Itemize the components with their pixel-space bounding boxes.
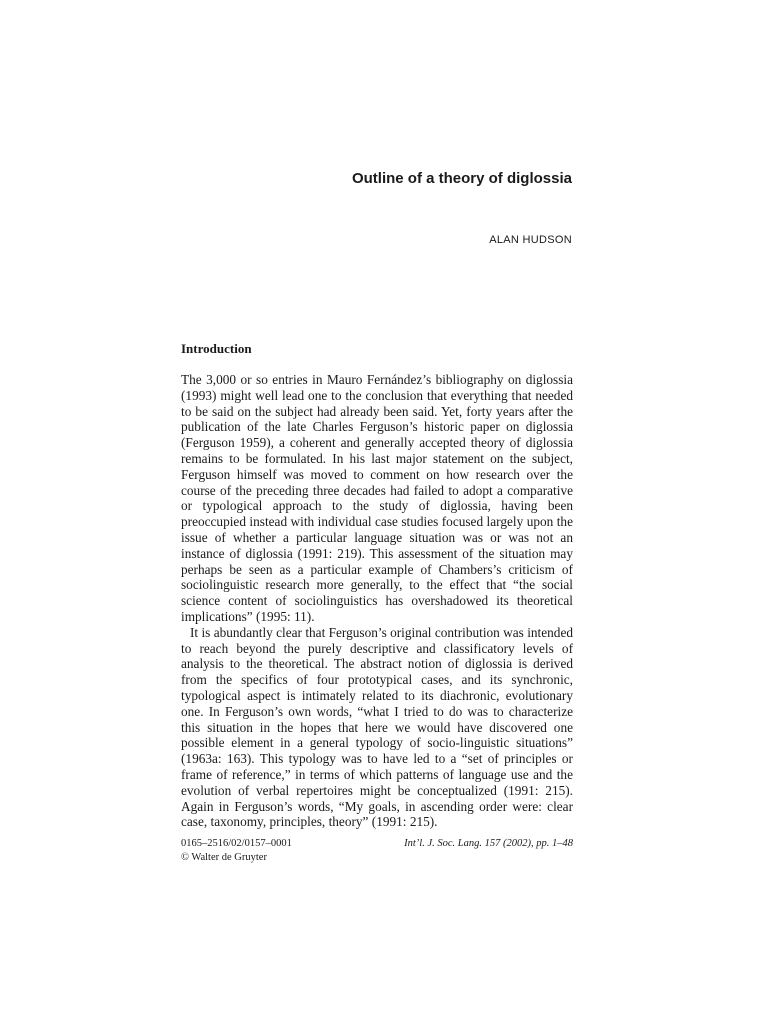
journal-identifier: 0165–2516/02/0157–0001 <box>181 838 292 849</box>
footer-left <box>181 837 292 865</box>
journal-citation: Int’l. J. Soc. Lang. 157 (2002), pp. 1–48 <box>404 838 573 849</box>
body-text <box>181 372 573 830</box>
paragraph: It is abundantly clear that Ferguson’s original contribution was intended to reach beyond the purely descriptive and classificatory levels of analysis to the theoretical. The abstract notion of diglossia is derived from the specifics of four prototypical cases, and its synchronic, typological aspect is intimately related to its diachronic, evolutionary one. In Ferguson’s own words, “what I tried to do was to characterize this situation in the hopes that here we would have discovered one possible element in a general typology of socio-linguistic situations” (1963a: 163). This typology was to have led to a “set of principles or frame of reference,” in terms of which patterns of language use and the evolution of verbal repertoires might be conceptualized (1991: 215). Again in Ferguson’s words, “My goals, in ascending order were: clear case, taxonomy, principles, theory” (1991: 215). <box>181 624 573 830</box>
section-heading: Introduction <box>181 341 252 356</box>
article-title: Outline of a theory of diglossia <box>351 170 572 187</box>
copyright-notice: © Walter de Gruyter <box>181 852 267 863</box>
author-name: ALAN HUDSON <box>489 234 572 246</box>
paragraph: The 3,000 or so entries in Mauro Fernández’s bibliography on diglossia (1993) might well lead one to the conclusion that everything that needed to be said on the subject had already been said. Yet, forty years after the publication of the late Charles Ferguson’s historic paper on diglossia (Ferguson 1959), a coherent and generally accepted theory of diglossia remains to be formulated. In his last major statement on the subject, Ferguson himself was moved to comment on how research over the course of the preceding three decades had failed to adopt a comparative or typological approach to the study of diglossia, having been preoccupied instead with individual case studies focused largely upon the issue of whether a particular language situation was or was not an instance of diglossia (1991: 219). This assessment of the situation may perhaps be seen as a particular example of Chambers’s criticism of sociolinguistic research more generally, to the effect that “the social science content of sociolinguistics has overshadowed its theoretical implications” (1995: 11). <box>181 372 573 624</box>
